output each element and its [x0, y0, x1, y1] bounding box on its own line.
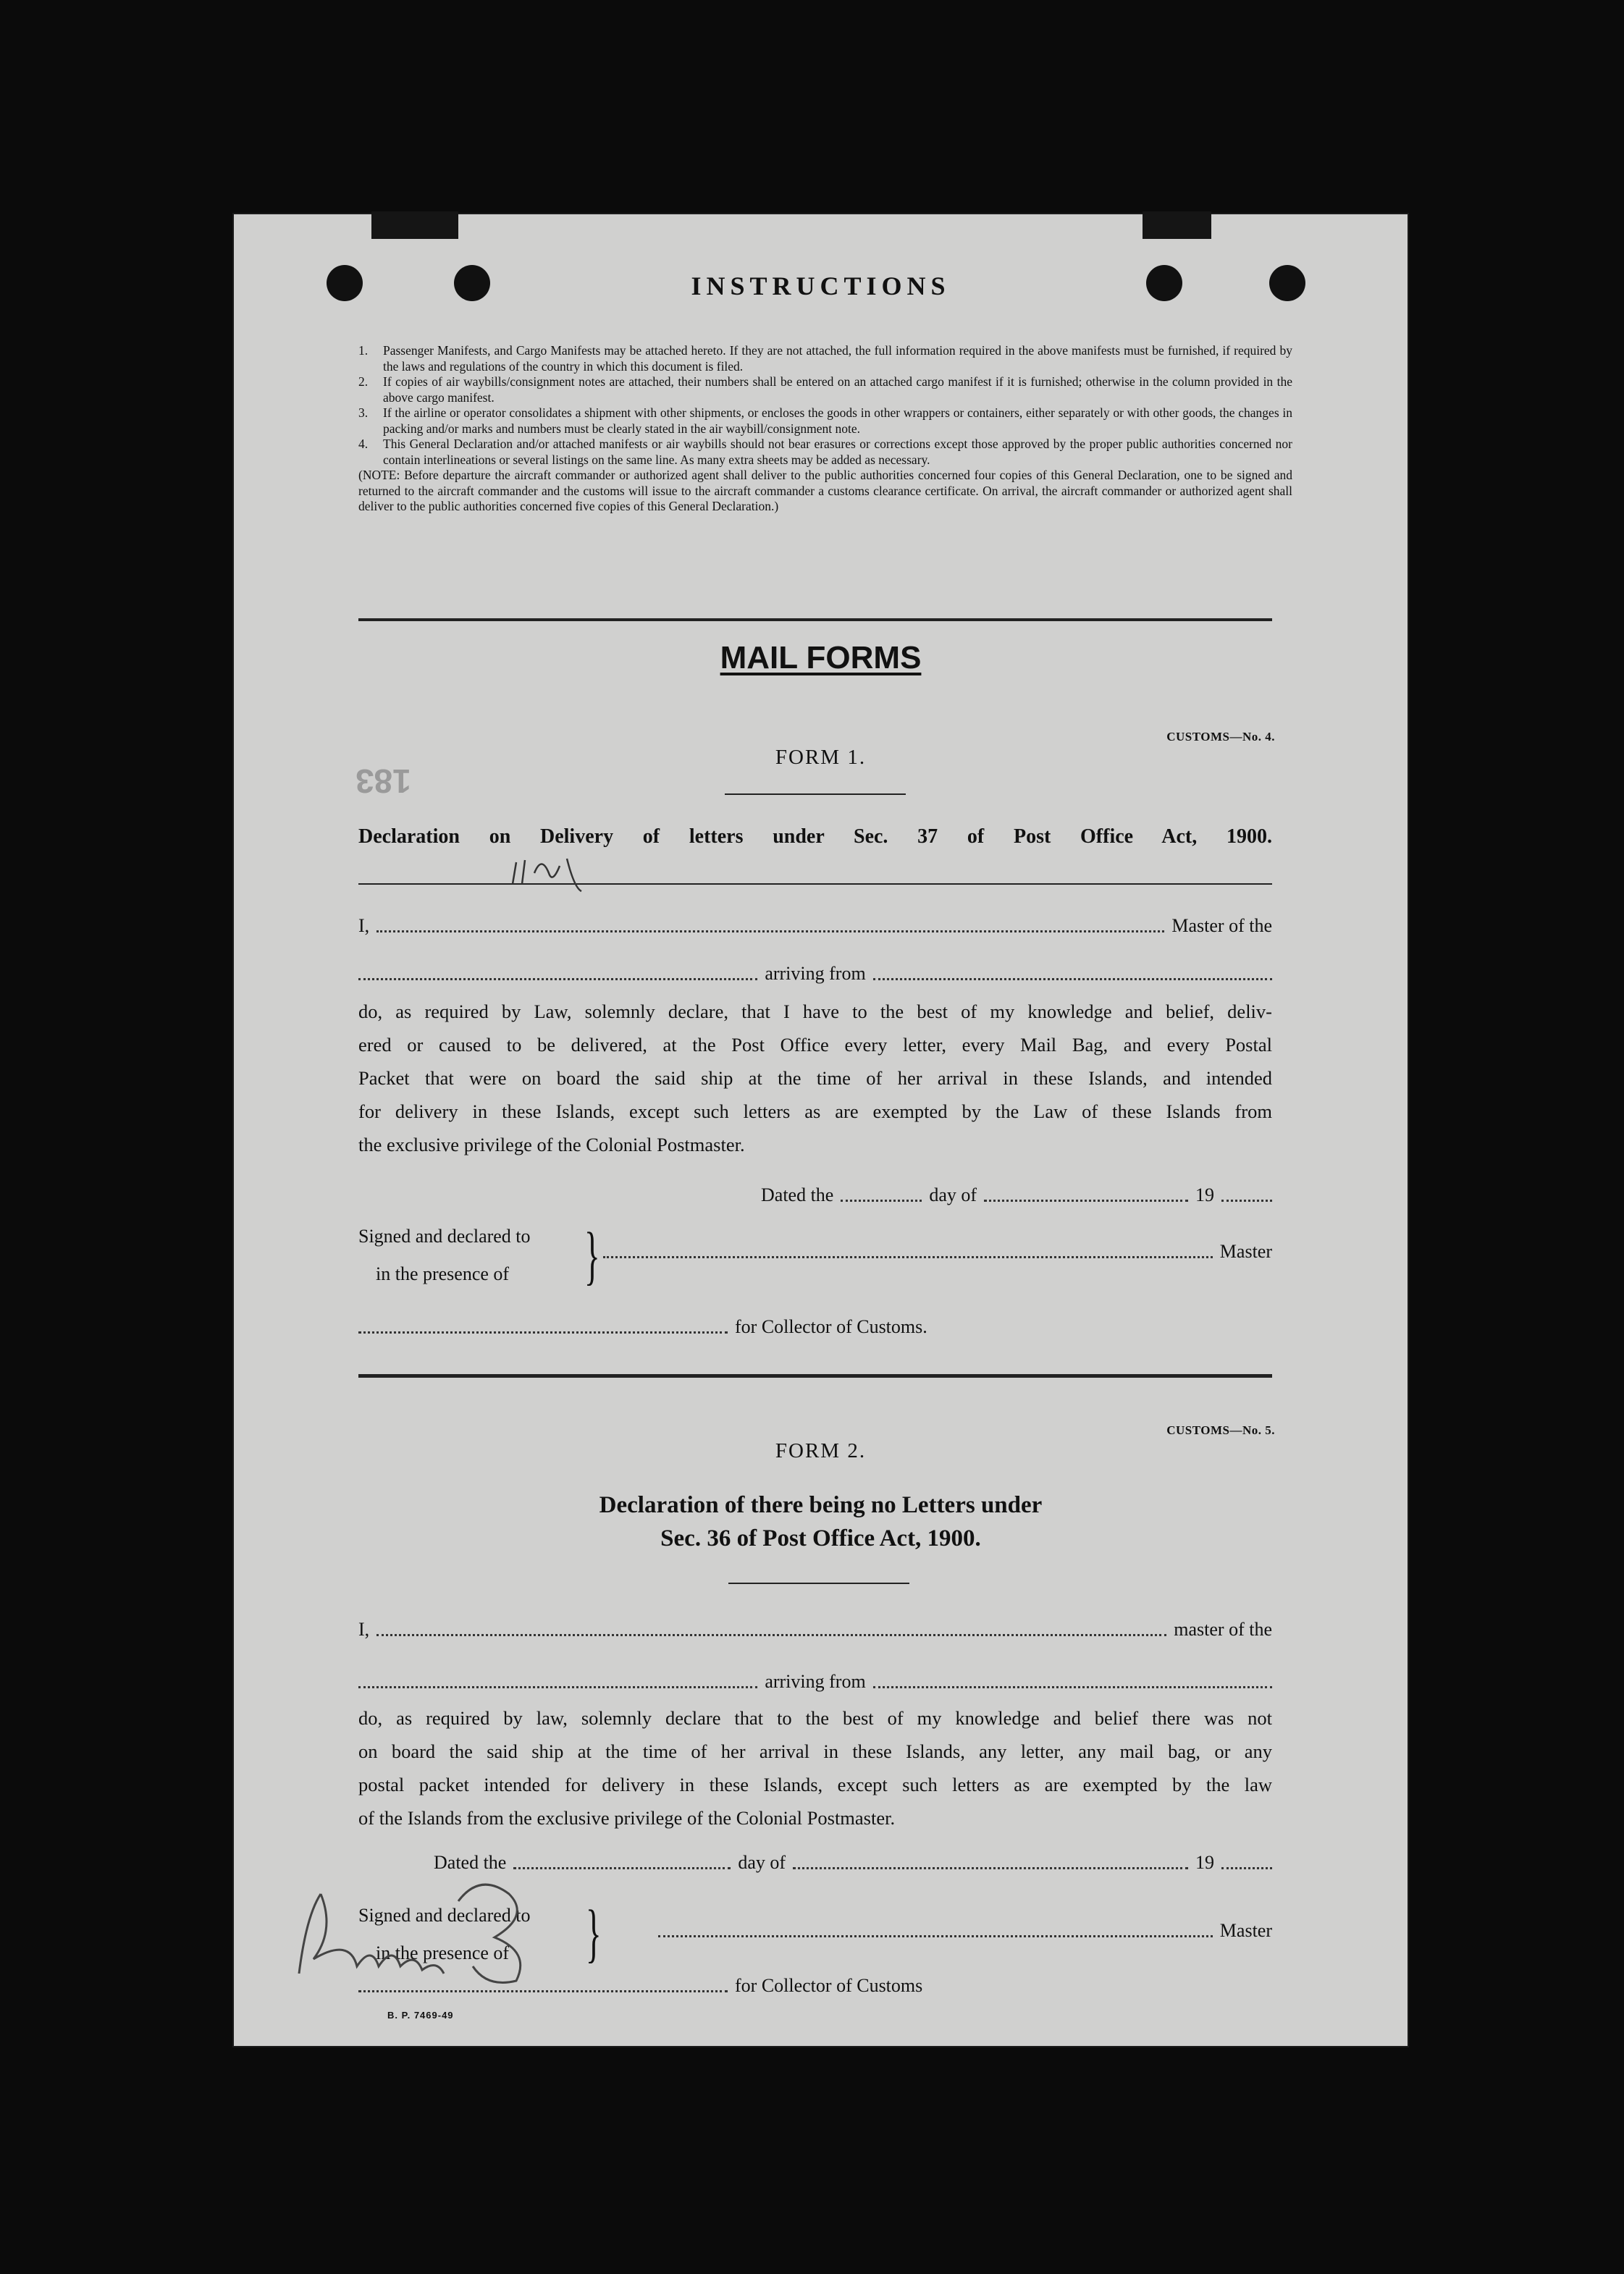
- form2-arriving-line: [358, 1671, 1272, 1693]
- form2-signed-line1: Signed and declared to: [358, 1905, 531, 1926]
- form2-master-name-field[interactable]: [376, 1634, 1166, 1636]
- form1-master-label: Master: [1219, 1241, 1272, 1262]
- instruction-item: [358, 405, 1292, 437]
- instruction-number: 2.: [358, 374, 369, 389]
- form1-declaration-title: Declaration on Delivery of letters under Sec. 37 of Post Office Act, 1900.: [358, 825, 1272, 848]
- form2-line1-prefix: I,: [358, 1619, 370, 1640]
- form1-master-name-field[interactable]: [376, 930, 1164, 932]
- form2-declaration-title: [234, 1488, 1408, 1555]
- instruction-item: [358, 343, 1292, 374]
- form2-master-label: Master: [1219, 1920, 1272, 1941]
- form2-collector-signature-field[interactable]: [358, 1990, 728, 1992]
- form1-signed-line2: in the presence of: [376, 1263, 510, 1284]
- form1-title-underline: [725, 793, 906, 795]
- instructions-list: [358, 343, 1292, 515]
- form1-title: FORM 1.: [775, 746, 867, 769]
- instruction-text: This General Declaration and/or attached manifests or air waybills should not bear erasures or corrections except those approved by the proper public authorities concerned nor contain interlineations or several listings on the same line. As many extra sheets may be added as necessary.: [383, 437, 1292, 467]
- form1-body-line: the exclusive privilege of the Colonial Postmaster.: [358, 1134, 745, 1155]
- form2-date-month-field[interactable]: [793, 1867, 1188, 1869]
- form2-declaration-line2: Sec. 36 of Post Office Act, 1900.: [660, 1525, 981, 1551]
- form1-dated-the-label: Dated the: [761, 1184, 834, 1205]
- form2-body-line: do, as required by law, solemnly declare that to the best of my knowledge and belief there was not: [358, 1707, 1272, 1729]
- form1-body-line: for delivery in these Islands, except such letters as are exempted by the Law of these Islands from: [358, 1100, 1272, 1122]
- instruction-text: Passenger Manifests, and Cargo Manifests may be attached hereto. If they are not attached, the full information required in the above manifests must be furnished, if required by the laws and regulations of the country in which this document is filed.: [383, 343, 1292, 374]
- form1-ship-name-field[interactable]: [358, 978, 757, 980]
- form1-body-line: ered or caused to be delivered, at the Post Office every letter, every Mail Bag, and every Postal: [358, 1034, 1272, 1056]
- handwritten-signature: [292, 1872, 581, 1988]
- form1-date-year-field[interactable]: [1221, 1200, 1272, 1202]
- form1-date-day-field[interactable]: [841, 1200, 922, 1202]
- form1-year-label: 19: [1195, 1184, 1214, 1205]
- form2-brace: }: [586, 1898, 602, 1969]
- form2-declaration-line1: Declaration of there being no Letters under: [599, 1492, 1043, 1518]
- form2-master-signature-field[interactable]: [658, 1935, 1213, 1937]
- instruction-item: [358, 437, 1292, 468]
- form1-master-signature-field[interactable]: [603, 1256, 1213, 1258]
- stamp-number: 183: [355, 762, 411, 800]
- form1-arriving-from-label: arriving from: [765, 963, 866, 984]
- form2-body: [358, 1701, 1272, 1835]
- form2-body-line: postal packet intended for delivery in these Islands, except such letters as are exempted by the law: [358, 1774, 1272, 1795]
- form1-master-line: [358, 915, 1272, 937]
- instructions-note: (NOTE: Before departure the aircraft commander or authorized agent shall deliver to the public authorities concerned four copies of this General Declaration, one to be signed and returned to the aircraft commander and the customs will issue to the aircraft commander a customs clearance certificate. On arrival, the aircraft commander or authorized agent shall deliver to the public authorities concerned five copies of this General Declaration.): [358, 468, 1292, 513]
- form1-line1-suffix: Master of the: [1171, 915, 1272, 936]
- form1-master-sign-line: [603, 1241, 1272, 1263]
- form1-origin-field[interactable]: [873, 978, 1272, 980]
- form1-body-line: do, as required by Law, solemnly declare, that I have to the best of my knowledge and belief, deliv-: [358, 1001, 1272, 1022]
- form2-line1-suffix: master of the: [1174, 1619, 1272, 1640]
- form1-arriving-line: [358, 963, 1272, 985]
- form2-date-year-field[interactable]: [1221, 1867, 1272, 1869]
- form1-signed-label: [358, 1218, 531, 1293]
- form2-origin-field[interactable]: [873, 1686, 1272, 1688]
- form1-signed-line1: Signed and declared to: [358, 1226, 531, 1247]
- form2-body-line: of the Islands from the exclusive privilege of the Colonial Postmaster.: [358, 1807, 896, 1829]
- footer-print-code: B. P. 7469-49: [387, 2010, 454, 2021]
- instruction-number: 1.: [358, 343, 369, 358]
- divider-form1-form2: [358, 1374, 1272, 1378]
- handwritten-initials: [509, 851, 596, 895]
- form2-ship-name-field[interactable]: [358, 1686, 757, 1688]
- form2-master-line: [358, 1619, 1272, 1641]
- form2-dated-the-label: Dated the: [434, 1852, 507, 1873]
- form1-declaration-rule: [358, 883, 1272, 885]
- form2-dated-line: [434, 1852, 1272, 1874]
- form1-customs-ref: CUSTOMS—No. 4.: [1166, 730, 1275, 744]
- form2-title: FORM 2.: [775, 1439, 867, 1462]
- form2-year-label: 19: [1195, 1852, 1214, 1873]
- binding-tab-right: [1143, 211, 1211, 239]
- form1-dated-line: [761, 1184, 1272, 1206]
- form2-customs-ref: CUSTOMS—No. 5.: [1166, 1423, 1275, 1437]
- instruction-number: 4.: [358, 437, 369, 451]
- form1-body: [358, 995, 1272, 1161]
- form2-signed-line2: in the presence of: [376, 1942, 510, 1963]
- binding-tab-left: [371, 211, 458, 239]
- divider-instructions: [358, 618, 1272, 621]
- form2-body-line: on board the said ship at the time of her arrival in these Islands, any letter, any mail bag, or any: [358, 1740, 1272, 1762]
- form2-collector-label: for Collector of Customs: [735, 1975, 923, 1996]
- form1-day-of-label: day of: [929, 1184, 977, 1205]
- instruction-number: 3.: [358, 405, 369, 420]
- form1-collector-label: for Collector of Customs.: [735, 1316, 927, 1337]
- form1-brace: }: [584, 1220, 600, 1292]
- form1-collector-signature-field[interactable]: [358, 1331, 728, 1334]
- form2-master-sign-line: [658, 1920, 1272, 1942]
- instructions-title: INSTRUCTIONS: [691, 271, 951, 300]
- form1-body-line: Packet that were on board the said ship at the time of her arrival in these Islands, and intended: [358, 1067, 1272, 1089]
- form1-collector-line: [358, 1316, 1272, 1338]
- mail-forms-title: MAIL FORMS: [720, 640, 922, 675]
- instruction-text: If the airline or operator consolidates a shipment with other shipments, or encloses the goods in other wrappers or containers, either separately or with other goods, the changes in packing and/or marks and numbers must be clearly stated in the air waybill/consignment note.: [383, 405, 1292, 436]
- instruction-text: If copies of air waybills/consignment notes are attached, their numbers shall be entered on an attached cargo manifest if it is furnished; otherwise in the column provided in the above cargo manifest.: [383, 374, 1292, 405]
- form2-arriving-from-label: arriving from: [765, 1671, 866, 1692]
- form2-date-day-field[interactable]: [513, 1867, 731, 1869]
- form2-title-underline: [728, 1583, 909, 1584]
- form2-day-of-label: day of: [738, 1852, 786, 1873]
- instruction-item: [358, 374, 1292, 405]
- document-page: [234, 214, 1408, 2046]
- form1-date-month-field[interactable]: [984, 1200, 1188, 1202]
- form1-line1-prefix: I,: [358, 915, 370, 936]
